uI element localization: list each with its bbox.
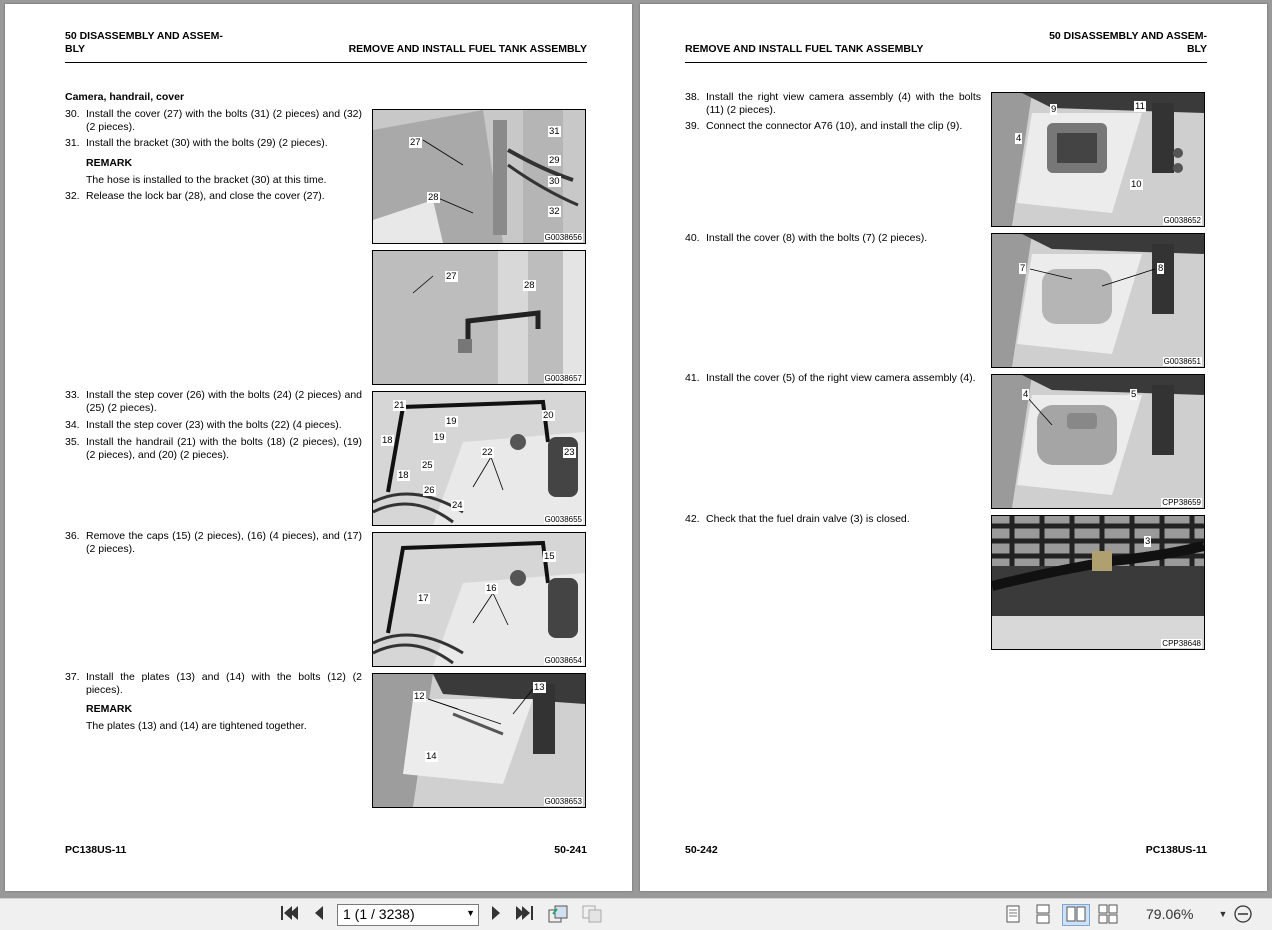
figure-cover-bolts bbox=[372, 109, 586, 244]
continuous-facing-view-icon[interactable] bbox=[1096, 904, 1120, 924]
figure-illustration bbox=[992, 234, 1204, 367]
callout-label: 16 bbox=[486, 583, 497, 594]
callout-label: 4 bbox=[1023, 389, 1029, 400]
figure-illustration bbox=[373, 674, 585, 807]
callout-label: 10 bbox=[1131, 179, 1142, 190]
callout-label: 12 bbox=[414, 691, 425, 702]
previous-page-icon[interactable] bbox=[308, 904, 330, 924]
figure-id: CPP38648 bbox=[1162, 639, 1201, 648]
callout-label: 31 bbox=[549, 126, 560, 137]
figure-id: G0038657 bbox=[544, 374, 582, 383]
callout-label: 14 bbox=[426, 751, 437, 762]
figure-id: G0038654 bbox=[544, 656, 582, 665]
figure-id: G0038656 bbox=[544, 233, 582, 242]
callout-label: 18 bbox=[382, 435, 393, 446]
right-page: REMOVE AND INSTALL FUEL TANK ASSEMBLY 50 DISASSEMBLY AND ASSEM- BLY 38. Install the right view camera assembly (4) with the bolts (11) (2 pieces). 39. Connect the connector A76 (10), and install the clip (9). 40. Install the cover (8) with the bolts (7) (2 pieces). 41. Install the cover (5) of the right view camera assembly (4). 42. Check that the fuel drain valve (3) is closed. 9 11 4 10 G0038652 7 8 G0038651 4 5 CPP38659 3 CPP38648 50-242 PC138US-11 bbox=[640, 4, 1267, 891]
callout-label: 18 bbox=[398, 470, 409, 481]
callout-label: 3 bbox=[1145, 536, 1151, 547]
callout-label: 20 bbox=[543, 410, 554, 421]
footer-model: PC138US-11 bbox=[1145, 844, 1207, 856]
callout-label: 11 bbox=[1135, 101, 1145, 112]
callout-label: 23 bbox=[564, 447, 575, 458]
callout-label: 21 bbox=[394, 400, 405, 411]
footer-page-number: 50-242 bbox=[685, 844, 718, 856]
chevron-down-icon[interactable]: ▼ bbox=[466, 908, 475, 918]
left-page: 50 DISASSEMBLY AND ASSEM- BLY REMOVE AND INSTALL FUEL TANK ASSEMBLY Camera, handrail, cover 30. Install the cover (27) with the bolts (31) (2 pieces) and (32) (2 pieces). 31. Install the bracket (30) with the bolts (29) (2 pieces). REMARK The hose is installed to the bracket (30) at this time. 32. Release the lock bar (28), and close the cover (27). 33. Install the step cover (26) with the bolts (24) (2 pieces) and (25) (2 pieces). 34. Install the step cover (23) with the bolts (22) (4 pieces). 35. Install the handrail (21) with the bolts (18) (2 pieces), (19) (2 pieces), and (20) (2 pieces). 36. Remove the caps (15) (2 pieces), (16) (4 pieces), and (17) (2 pieces). 37. Install the plates (13) and (14) with the bolts (12) (2 pieces). REMARK The plates (13) and (14) are tightened together. 27 31 29 30 28 32 G0038656 27 28 G0038657 21 19 20 18 19 22 23 25 18 26 24 G0038655 15 16 17 G0038654 12 13 14 G0038653 PC138US-11 50-241 bbox=[5, 4, 632, 891]
footer-page-number: 50-241 bbox=[554, 844, 587, 856]
page-number-select[interactable] bbox=[337, 904, 479, 926]
callout-label: 29 bbox=[549, 155, 560, 166]
header-title: REMOVE AND INSTALL FUEL TANK ASSEMBLY bbox=[685, 43, 924, 55]
callout-label: 15 bbox=[544, 551, 555, 562]
remark-label: REMARK bbox=[86, 157, 133, 169]
zoom-out-icon[interactable] bbox=[1232, 904, 1254, 924]
figure-cover-8 bbox=[991, 233, 1205, 368]
callout-label: 27 bbox=[446, 271, 457, 282]
remark-text: The plates (13) and (14) are tightened together. bbox=[86, 720, 307, 732]
figure-plates bbox=[372, 673, 586, 808]
figure-id: G0038651 bbox=[1163, 357, 1201, 366]
figure-id: CPP38659 bbox=[1162, 498, 1201, 507]
figure-id: G0038655 bbox=[544, 515, 582, 524]
callout-label: 24 bbox=[452, 500, 463, 511]
go-back-view-icon[interactable] bbox=[546, 904, 570, 924]
zoom-level[interactable]: 79.06% bbox=[1146, 906, 1194, 922]
section-title: Camera, handrail, cover bbox=[65, 91, 185, 103]
viewer-toolbar bbox=[0, 898, 1272, 930]
callout-label: 19 bbox=[446, 416, 457, 427]
callout-label: 27 bbox=[410, 137, 421, 148]
figure-lock-bar bbox=[372, 250, 586, 385]
callout-label: 5 bbox=[1131, 389, 1137, 400]
figure-caps bbox=[372, 532, 586, 667]
page-number-value: 1 (1 / 3238) bbox=[343, 906, 415, 922]
callout-label: 17 bbox=[418, 593, 429, 604]
figure-id: G0038653 bbox=[544, 797, 582, 806]
continuous-view-icon[interactable] bbox=[1032, 904, 1054, 924]
callout-label: 22 bbox=[482, 447, 493, 458]
header-rule bbox=[65, 62, 587, 63]
single-page-view-icon[interactable] bbox=[1002, 904, 1024, 924]
figure-id: G0038652 bbox=[1163, 216, 1201, 225]
callout-label: 8 bbox=[1158, 263, 1164, 274]
zoom-dropdown-chevron-icon[interactable]: ▼ bbox=[1218, 909, 1228, 919]
callout-label: 28 bbox=[428, 192, 439, 203]
figure-camera-bolts bbox=[991, 92, 1205, 227]
callout-label: 26 bbox=[424, 485, 435, 496]
callout-label: 32 bbox=[549, 206, 560, 217]
callout-label: 30 bbox=[549, 176, 560, 187]
header-chapter: 50 DISASSEMBLY AND ASSEM- BLY bbox=[1049, 30, 1207, 55]
callout-label: 7 bbox=[1020, 263, 1026, 274]
figure-camera-cover bbox=[991, 374, 1205, 509]
callout-label: 25 bbox=[422, 460, 433, 471]
figure-illustration bbox=[373, 251, 585, 384]
footer-model: PC138US-11 bbox=[65, 844, 127, 856]
remark-text: The hose is installed to the bracket (30) at this time. bbox=[86, 174, 327, 186]
figure-illustration bbox=[992, 516, 1204, 649]
next-page-icon[interactable] bbox=[485, 904, 507, 924]
callout-label: 9 bbox=[1051, 104, 1057, 115]
callout-label: 13 bbox=[534, 682, 545, 693]
remark-label: REMARK bbox=[86, 703, 133, 715]
last-page-icon[interactable] bbox=[513, 904, 537, 924]
figure-step-covers-handrail bbox=[372, 391, 586, 526]
header-title: REMOVE AND INSTALL FUEL TANK ASSEMBLY bbox=[348, 43, 587, 55]
facing-pages-view-icon[interactable] bbox=[1062, 904, 1090, 926]
callout-label: 4 bbox=[1016, 133, 1022, 144]
callout-label: 19 bbox=[434, 432, 445, 443]
header-rule bbox=[685, 62, 1207, 63]
first-page-icon[interactable] bbox=[278, 904, 300, 924]
callout-label: 28 bbox=[524, 280, 535, 291]
go-forward-view-icon[interactable] bbox=[580, 904, 604, 924]
header-chapter: 50 DISASSEMBLY AND ASSEM- BLY bbox=[65, 30, 223, 55]
figure-drain-valve bbox=[991, 515, 1205, 650]
figure-illustration bbox=[992, 93, 1204, 226]
